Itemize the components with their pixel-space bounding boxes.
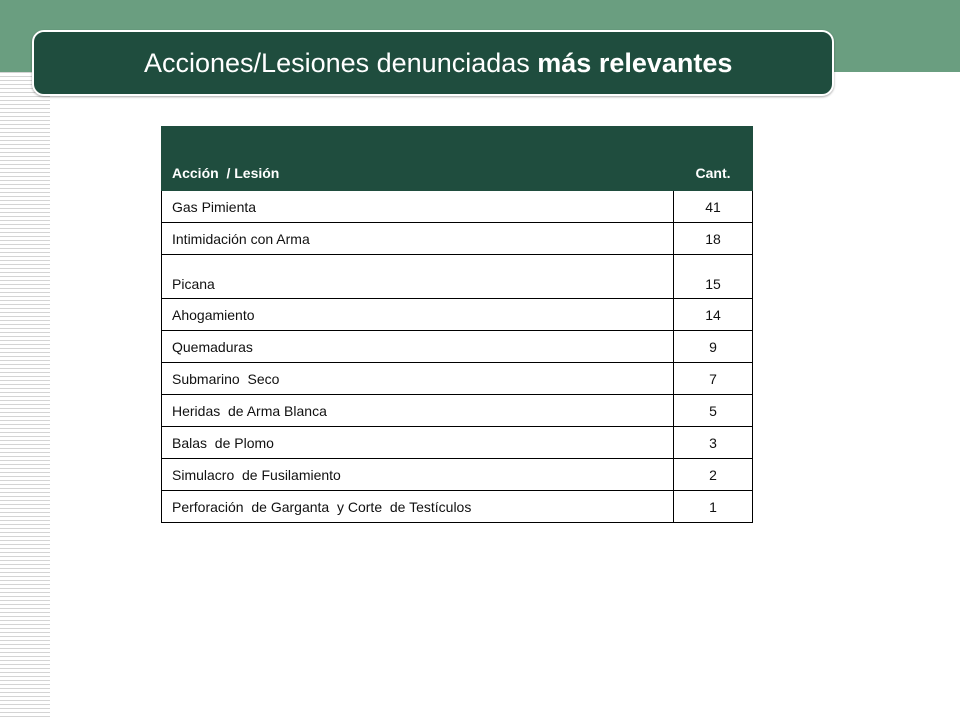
cell-cant: 5 — [674, 395, 753, 427]
table-header-row — [162, 127, 753, 191]
cell-accion: Simulacro de Fusilamiento — [162, 459, 674, 491]
table-row — [162, 191, 753, 223]
cell-cant: 18 — [674, 223, 753, 255]
table-row — [162, 223, 753, 255]
cell-accion: Submarino Seco — [162, 363, 674, 395]
cell-accion: Ahogamiento — [162, 299, 674, 331]
title-bar — [32, 30, 834, 96]
cell-cant: 1 — [674, 491, 753, 523]
column-header-cant: Cant. — [674, 127, 753, 191]
cell-cant: 9 — [674, 331, 753, 363]
cell-cant: 14 — [674, 299, 753, 331]
cell-accion: Intimidación con Arma — [162, 223, 674, 255]
title-bold: más relevantes — [537, 48, 733, 78]
cell-accion: Quemaduras — [162, 331, 674, 363]
cell-accion: Picana — [162, 255, 674, 299]
cell-accion: Heridas de Arma Blanca — [162, 395, 674, 427]
title-normal: Acciones/Lesiones denunciadas — [144, 48, 538, 78]
side-stripes-decoration — [0, 72, 50, 720]
cell-cant: 7 — [674, 363, 753, 395]
table-row — [162, 459, 753, 491]
column-header-accion: Acción / Lesión — [162, 127, 674, 191]
actions-table — [161, 126, 753, 523]
table-row — [162, 491, 753, 523]
table-row — [162, 331, 753, 363]
table-row — [162, 395, 753, 427]
table-row — [162, 427, 753, 459]
table-row — [162, 363, 753, 395]
cell-cant: 3 — [674, 427, 753, 459]
cell-cant: 41 — [674, 191, 753, 223]
table-row — [162, 299, 753, 331]
page-title — [144, 48, 732, 79]
table-row — [162, 255, 753, 299]
cell-accion: Perforación de Garganta y Corte de Testículos — [162, 491, 674, 523]
cell-accion: Balas de Plomo — [162, 427, 674, 459]
cell-accion: Gas Pimienta — [162, 191, 674, 223]
cell-cant: 15 — [674, 255, 753, 299]
cell-cant: 2 — [674, 459, 753, 491]
